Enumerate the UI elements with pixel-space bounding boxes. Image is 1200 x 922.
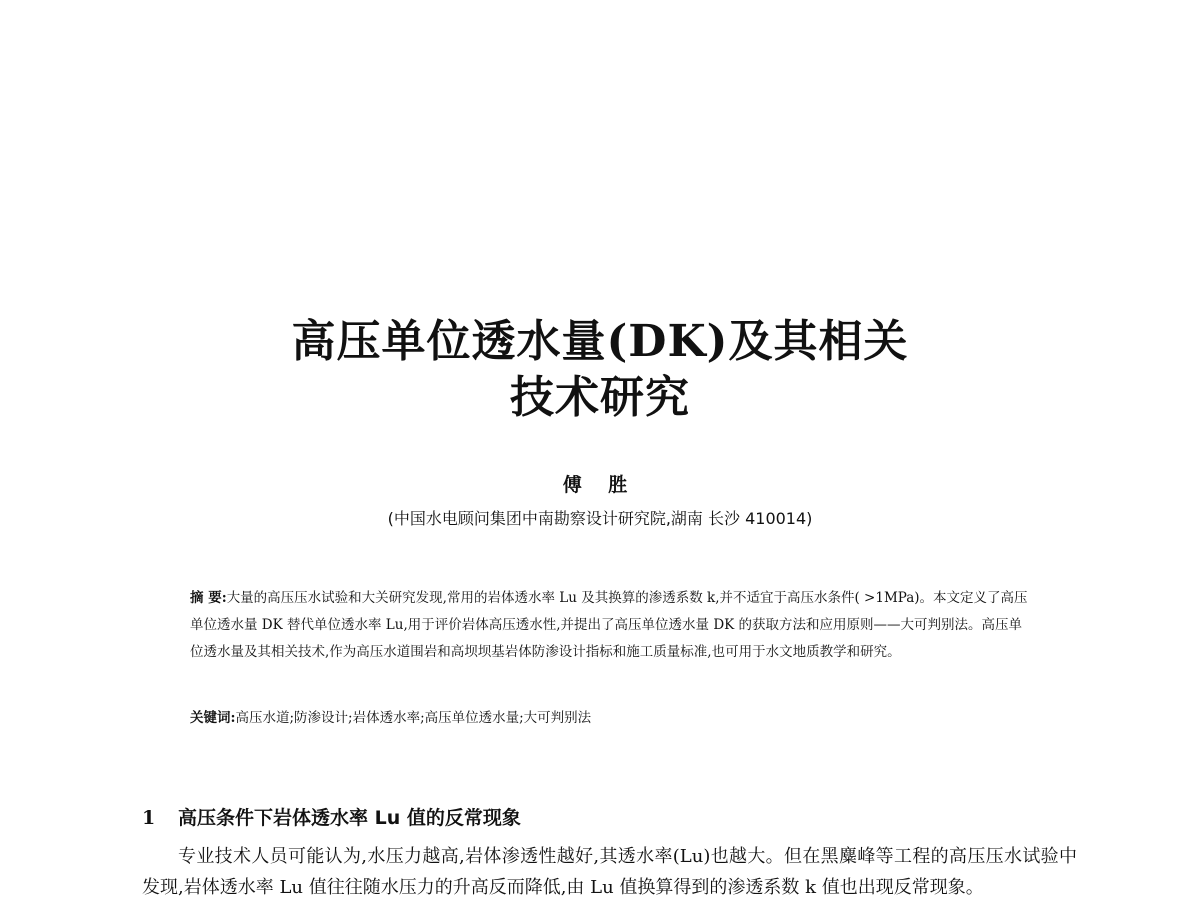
paper-title-line-2: 技术研究	[510, 372, 690, 423]
section-title: 高压条件下岩体透水率 Lu 值的反常现象	[178, 807, 521, 829]
paper-title	[0, 314, 1200, 426]
keywords-text: 高压水道;防渗设计;岩体透水率;高压单位透水量;大可判别法	[235, 710, 592, 726]
abstract-label: 摘 要:	[190, 590, 227, 606]
section-number: 1	[142, 807, 156, 829]
section-1-heading	[142, 803, 521, 830]
keywords-block	[190, 705, 1035, 732]
paper-title-line-1: 高压单位透水量(DK)及其相关	[291, 316, 909, 367]
abstract-text: 大量的高压压水试验和大关研究发现,常用的岩体透水率 Lu 及其换算的渗透系数 k,并不适宜于高压水条件( >1MPa)。本文定义了高压单位透水量 DK 替代单位透水率 Lu,用于评价岩体高压透水性,并提出了高压单位透水量 DK 的获取方法和应用原则——大可判别法。高压单位透水量及其相关技术,作为高压水道围岩和高坝坝基岩体防渗设计指标和施工质量标准,也可用于水文地质教学和研究。	[190, 590, 1028, 660]
body-paragraph: 专业技术人员可能认为,水压力越高,岩体渗透性越好,其透水率(Lu)也越大。但在黑麋峰等工程的高压压水试验中发现,岩体透水率 Lu 值往往随水压力的升高反而降低,由 Lu 值换算得到的渗透系数 k 值也出现反常现象。	[142, 846, 1077, 898]
author-name: 傅 胜	[562, 474, 638, 496]
keywords-label: 关键词:	[190, 710, 236, 726]
author-affiliation: (中国水电顾问集团中南勘察设计研究院,湖南 长沙 410014)	[387, 509, 813, 528]
abstract-block	[190, 585, 1035, 666]
